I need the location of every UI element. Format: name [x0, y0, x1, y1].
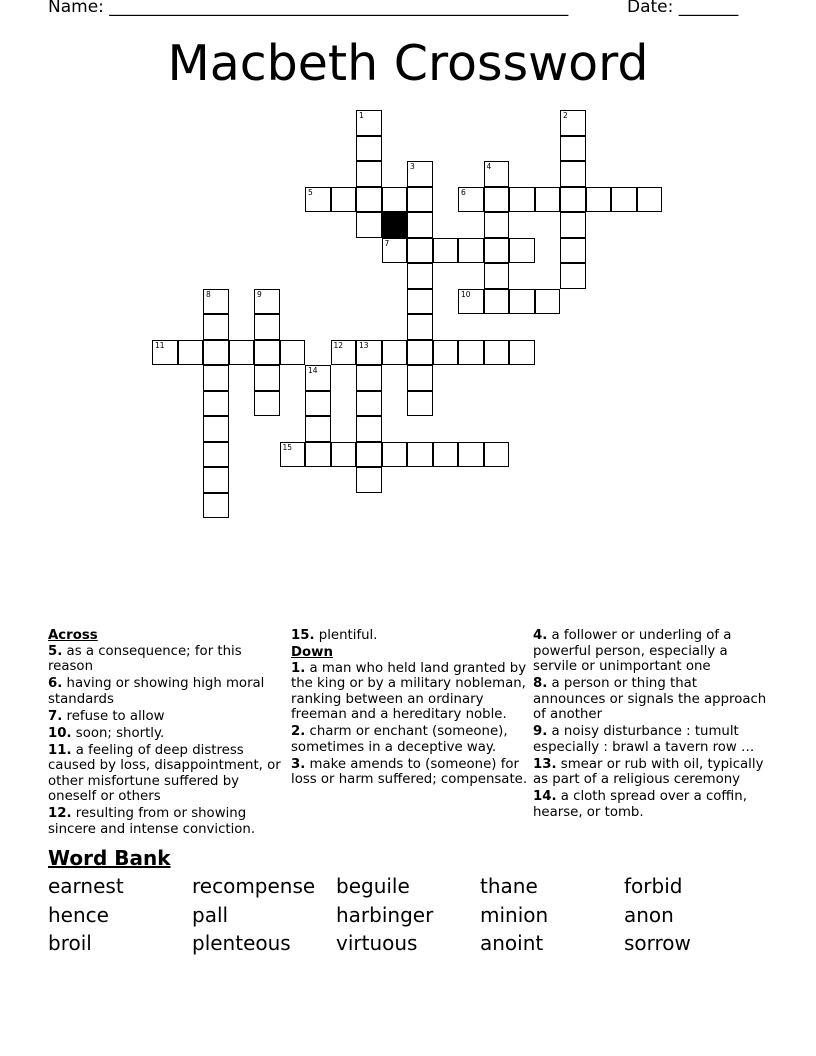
word-bank-item: forbid	[624, 874, 683, 898]
grid-cell[interactable]	[203, 365, 229, 391]
grid-cell[interactable]	[637, 187, 663, 213]
clue-number: 3	[410, 162, 415, 171]
grid-cell[interactable]	[356, 340, 382, 366]
grid-cell[interactable]	[458, 289, 484, 315]
grid-cell[interactable]	[331, 340, 357, 366]
clue-down-14: 14. a cloth spread over a coffin, hearse, or tomb.	[533, 789, 747, 820]
grid-cell[interactable]	[254, 365, 280, 391]
word-bank-item: sorrow	[624, 931, 691, 955]
clue-number: 12	[333, 340, 344, 350]
grid-cell[interactable]	[280, 340, 306, 366]
clue-column-1	[48, 628, 288, 839]
word-bank-item: earnest	[48, 874, 124, 898]
word-bank-item: pall	[192, 903, 229, 927]
grid-cell[interactable]	[254, 391, 280, 417]
grid-cell[interactable]	[484, 238, 510, 264]
grid-cell[interactable]	[254, 340, 280, 366]
grid-cell[interactable]	[560, 238, 586, 264]
word-bank-item: thane	[480, 874, 538, 898]
word-bank-item: virtuous	[336, 931, 418, 955]
grid-cell[interactable]	[356, 365, 382, 391]
grid-cell[interactable]	[305, 442, 331, 468]
grid-cell[interactable]	[484, 161, 510, 187]
grid-cell[interactable]	[203, 442, 229, 468]
grid-cell[interactable]	[203, 340, 229, 366]
clue-across-15: 15. plentiful.	[291, 628, 378, 643]
grid-cell[interactable]	[560, 161, 586, 187]
grid-cell[interactable]	[484, 289, 510, 315]
grid-cell[interactable]	[407, 314, 433, 340]
grid-cell[interactable]	[203, 289, 229, 315]
grid-cell[interactable]	[305, 365, 331, 391]
grid-cell[interactable]	[407, 391, 433, 417]
grid-cell[interactable]	[382, 442, 408, 468]
grid-cell[interactable]	[509, 238, 535, 264]
grid-cell[interactable]	[560, 110, 586, 136]
grid-cell[interactable]	[254, 289, 280, 315]
grid-cell[interactable]	[433, 238, 459, 264]
word-bank-item: plenteous	[192, 931, 291, 955]
grid-cell[interactable]	[484, 340, 510, 366]
word-bank-item: recompense	[192, 874, 316, 898]
grid-cell[interactable]	[305, 187, 331, 213]
grid-cell[interactable]	[178, 340, 204, 366]
grid-cell[interactable]	[331, 187, 357, 213]
grid-cell[interactable]	[407, 365, 433, 391]
grid-cell[interactable]	[458, 187, 484, 213]
clue-number: 14	[308, 366, 318, 375]
word-bank-item: anoint	[480, 931, 544, 955]
grid-cell[interactable]	[458, 340, 484, 366]
clue-number: 1	[359, 111, 364, 120]
grid-cell[interactable]	[356, 187, 382, 213]
grid-cell[interactable]	[560, 212, 586, 238]
word-bank-item: broil	[48, 931, 92, 955]
word-bank-item: hence	[48, 903, 109, 927]
clue-number: 8	[206, 289, 211, 299]
grid-cell[interactable]	[331, 442, 357, 468]
grid-cell[interactable]	[356, 110, 382, 136]
clue-number: 6	[461, 187, 466, 197]
grid-cell[interactable]	[407, 238, 433, 264]
grid-cell[interactable]	[203, 314, 229, 340]
grid-cell[interactable]	[433, 442, 459, 468]
grid-cell[interactable]	[382, 238, 408, 264]
word-bank-item: minion	[480, 903, 549, 927]
grid-cell[interactable]	[407, 161, 433, 187]
date-field-label: Date: _______	[627, 0, 739, 17]
clue-column-3	[533, 628, 769, 822]
clue-across-11: 11. a feeling of deep distress caused by loss, disappointment, or other misfortune suffered by oneself or others	[48, 742, 281, 804]
grid-cell[interactable]	[407, 340, 433, 366]
grid-cell[interactable]	[560, 136, 586, 162]
grid-cell[interactable]	[229, 340, 255, 366]
clue-number: 2	[563, 111, 568, 120]
grid-cell[interactable]	[407, 442, 433, 468]
grid-cell[interactable]	[203, 416, 229, 442]
clue-number: 9	[257, 289, 262, 299]
clue-across-7: 7. refuse to allow	[48, 708, 165, 724]
grid-cell[interactable]	[458, 442, 484, 468]
clue-across-5: 5. as a consequence; for this reason	[48, 643, 242, 674]
clue-column-2	[291, 628, 531, 789]
grid-cell[interactable]	[509, 289, 535, 315]
clue-number: 11	[155, 340, 165, 350]
grid-cell[interactable]	[407, 212, 433, 238]
grid-cell[interactable]	[356, 416, 382, 442]
clue-down-2: 2. charm or enchant (someone), sometimes in a deceptive way.	[291, 724, 508, 755]
grid-cell[interactable]	[407, 289, 433, 315]
clue-number: 15	[282, 442, 293, 452]
word-bank-item: anon	[624, 903, 674, 927]
grid-cell[interactable]	[254, 314, 280, 340]
grid-cell[interactable]	[535, 187, 561, 213]
word-bank-title: Word Bank	[48, 846, 171, 870]
clue-number: 10	[461, 289, 471, 299]
grid-cell[interactable]	[484, 212, 510, 238]
grid-cell[interactable]	[305, 416, 331, 442]
grid-cell[interactable]	[280, 442, 306, 468]
grid-cell[interactable]	[407, 263, 433, 289]
grid-cell[interactable]	[458, 238, 484, 264]
clue-down-4: 4. a follower or underling of a powerful person, especially a servile or unimportant one	[533, 628, 732, 674]
grid-cell[interactable]	[586, 187, 612, 213]
grid-cell[interactable]	[509, 187, 535, 213]
word-bank-item: harbinger	[336, 903, 434, 927]
clue-number: 7	[384, 238, 390, 248]
grid-cell[interactable]	[407, 187, 433, 213]
grid-cell[interactable]	[382, 340, 408, 366]
grid-cell[interactable]	[356, 212, 382, 238]
clue-across-12: 12. resulting from or showing sincere and intense conviction.	[48, 806, 256, 837]
grid-cell[interactable]	[203, 391, 229, 417]
grid-cell[interactable]	[484, 263, 510, 289]
clue-number: 13	[359, 340, 369, 350]
clue-across-10: 10. soon; shortly.	[48, 725, 165, 741]
name-field-label: Name: ______________________________________________________	[48, 0, 569, 17]
clue-down-13: 13. smear or rub with oil, typically as part of a religious ceremony	[533, 756, 764, 787]
grid-cell[interactable]	[203, 493, 229, 519]
grid-cell[interactable]	[382, 187, 408, 213]
grid-cell[interactable]	[152, 340, 178, 366]
clue-down-9: 9. a noisy disturbance : tumult especially : brawl a tavern row …	[533, 724, 755, 755]
grid-cell[interactable]	[356, 161, 382, 187]
grid-cell[interactable]	[611, 187, 637, 213]
grid-cell[interactable]	[535, 289, 561, 315]
page-title: Macbeth Crossword	[167, 35, 649, 92]
clue-down-8: 8. a person or thing that announces or signals the approach of another	[533, 676, 767, 722]
grid-cell[interactable]	[560, 263, 586, 289]
grid-cell[interactable]	[356, 442, 382, 468]
across-heading: Across	[48, 628, 98, 643]
grid-cell[interactable]	[356, 467, 382, 493]
clue-down-3: 3. make amends to (someone) for loss or harm suffered; compensate.	[291, 756, 528, 787]
down-heading: Down	[291, 645, 333, 660]
grid-cell[interactable]	[484, 442, 510, 468]
grid-cell[interactable]	[560, 187, 586, 213]
clue-number: 5	[308, 187, 313, 197]
grid-cell[interactable]	[305, 391, 331, 417]
word-bank-item: beguile	[336, 874, 410, 898]
grid-cell[interactable]	[203, 467, 229, 493]
black-cell	[382, 212, 408, 238]
grid-cell[interactable]	[356, 136, 382, 162]
grid-cell[interactable]	[484, 187, 510, 213]
grid-cell[interactable]	[433, 340, 459, 366]
grid-cell[interactable]	[509, 340, 535, 366]
clue-number: 4	[486, 162, 492, 171]
grid-cell[interactable]	[356, 391, 382, 417]
clue-down-1: 1. a man who held land granted by the king or by a military nobleman, ranking between an ordinary freeman and a hereditary noble.	[291, 660, 527, 722]
clue-across-6: 6. having or showing high moral standards	[48, 676, 265, 707]
